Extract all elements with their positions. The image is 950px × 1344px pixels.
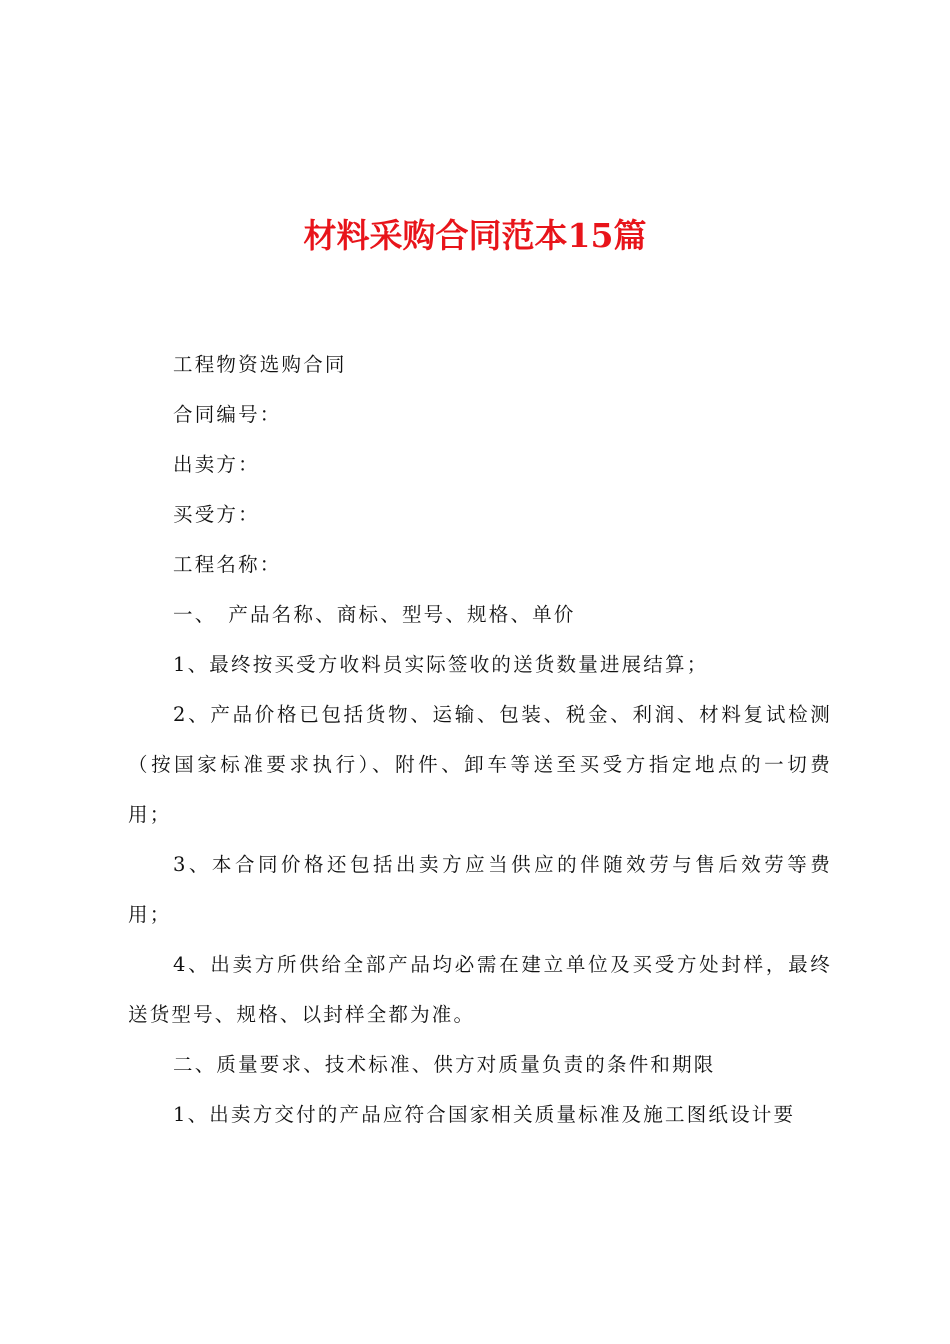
clause-2-1: 1、出卖方交付的产品应符合国家相关质量标准及施工图纸设计要 [173, 1103, 796, 1126]
section-heading-2: 二、质量要求、技术标准、供方对质量负责的条件和期限 [173, 1053, 716, 1076]
paragraph-contract-number: 合同编号： [173, 403, 282, 426]
paragraph-contract-name: 工程物资选购合同 [173, 353, 347, 376]
clause-1-4: 4、出卖方所供给全部产品均必需在建立单位及买受方处封样，最终送货型号、规格、以封样全都为准。 [128, 953, 832, 1026]
section-heading-1: 一、 产品名称、商标、型号、规格、单价 [173, 603, 576, 626]
clause-1-3: 3、本合同价格还包括出卖方应当供应的伴随效劳与售后效劳等费用； [128, 853, 832, 926]
paragraph-project-name: 工程名称： [173, 553, 282, 576]
paragraph-seller: 出卖方： [173, 453, 260, 476]
clause-1-1: 1、最终按买受方收料员实际签收的送货数量进展结算； [173, 653, 709, 676]
paragraph-buyer: 买受方： [173, 503, 260, 526]
page-title: 材料采购合同范本15篇 [303, 216, 647, 255]
clause-1-2: 2、产品价格已包括货物、运输、包装、税金、利润、材料复试检测（按国家标准要求执行）、附件、卸车等送至买受方指定地点的一切费用； [128, 703, 832, 826]
